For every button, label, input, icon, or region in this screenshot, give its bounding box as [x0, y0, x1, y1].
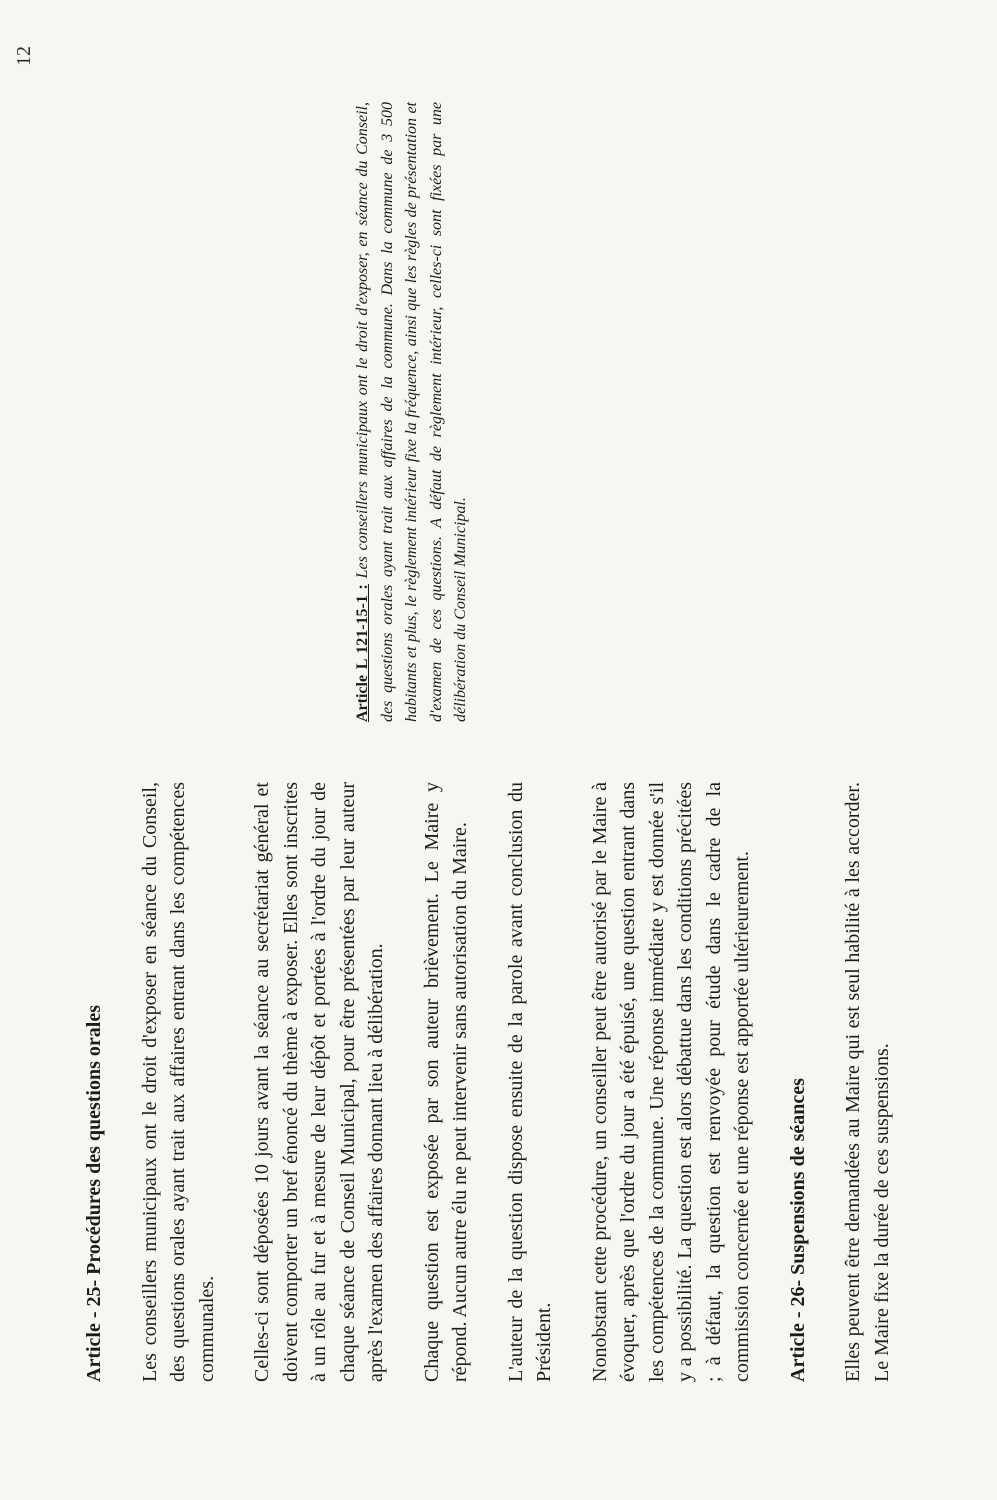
legal-reference-note: [351, 102, 474, 722]
article-25-paragraph-2: Celles-ci sont déposées 10 jours avant la séance au secrétariat général et doivent comporter un bref énoncé du thème à exposer. Elles sont inscrites à un rôle au fur et à mesure de leur dépôt et portées à l'ordre du jour de chaque séance de Conseil Municipal, pour être présentées par leur auteur après l'examen des affaires donnant lieu à délibération.: [251, 782, 387, 1382]
article-25-paragraph-4: L'auteur de la question dispose ensuite de la parole avant conclusion du Président.: [504, 782, 555, 1382]
article-25-paragraph-5: Nonobstant cette procédure, un conseiller peut être autorisé par le Maire à évoquer, après que l'ordre du jour a été épuisé, une question entrant dans les compétences de la commune. Une réponse immédiate y est donnée s'il y a possibilité. La question est alors débattue dans les conditions précitées ; à défaut, la question est renvoyée pour étude dans le cadre de la commission concernée et une réponse est apportée ultérieurement.: [588, 782, 753, 1382]
article-26-paragraph: Elles peuvent être demandées au Maire qui est seul habilité à les accorder. Le Maire fixe la durée de ces suspensions.: [842, 782, 893, 1382]
article-25-paragraph-1: Les conseillers municipaux ont le droit d'exposer en séance du Conseil, des questions orales ayant trait aux affaires entrant dans les compétences communales.: [138, 782, 218, 1382]
article-25-heading: Article - 25- Procédures des questions orales: [83, 1005, 105, 1382]
main-text-column: [80, 782, 896, 1382]
article-26-heading: Article - 26- Suspensions de séances: [786, 1078, 809, 1382]
page-number: 12: [13, 46, 35, 66]
legal-reference-label: Article L 121-15-1 :: [354, 584, 371, 722]
legal-reference-text: Les conseillers municipaux ont le droit d'exposer, en séance du Conseil, des questions orales ayant trait aux affaires de la commune. Dans la commune de 3 500 habitants et plus, le règlement intérieur fixe la fréquence, ainsi que les règles de présentation et d'examen de ces questions. A défaut de règlement intérieur, celles-ci sont fixées par une délibération du Conseil Municipal.: [354, 102, 469, 722]
article-25-paragraph-3: Chaque question est exposée par son auteur brièvement. Le Maire y répond. Aucun autre élu ne peut intervenir sans autorisation du Maire.: [420, 782, 471, 1382]
